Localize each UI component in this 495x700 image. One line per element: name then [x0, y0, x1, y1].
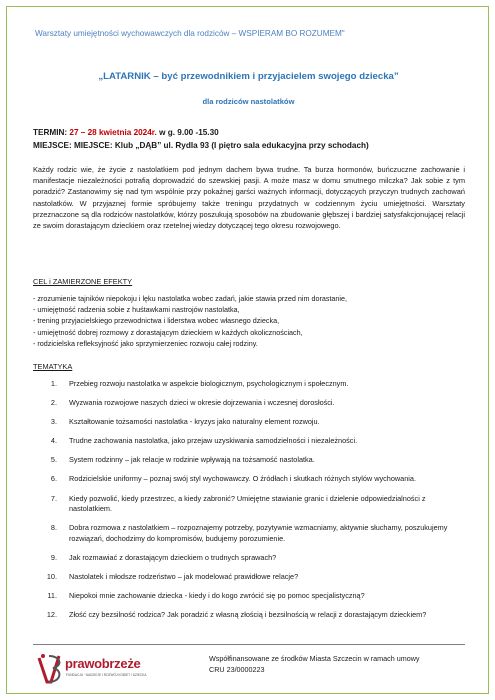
term-line: [33, 128, 219, 137]
topics-heading: TEMATYKA: [33, 362, 73, 371]
footer-divider: [33, 644, 465, 645]
term-hours: w g. 9.00 -15.30: [156, 128, 219, 137]
term-dates: 27 – 28 kwietnia 2024r.: [69, 128, 157, 137]
topic-item: [33, 379, 465, 390]
document-subtitle: dla rodziców nastolatków: [202, 97, 295, 106]
topic-item: [33, 474, 465, 485]
funding-note: [209, 653, 420, 675]
topic-item: [33, 455, 465, 466]
document-page: [6, 6, 489, 694]
intro-paragraph: Każdy rodzic wie, że życie z nastolatkiem pod jednym dachem bywa trudne. Ta burza hormonów, buńczuczne zachowanie i manifestacje niezależności potrafią doprowadzić do szewskiej pasji. A może masz w domu smutnego milczka? Jak sobie z tym poradzić? Zastanowimy się nad tym wspólnie przy pokaźnej garści ważnych informacji, dotyczących przyczyn trudnych zachowań nastolatków. W przyjaznej formie spróbujemy także treningu przydatnych w codziennym życiu umiejętności. Warsztaty przeznaczone są dla rodziców nastolatków, którzy poszukują sposobów na zbudowanie głębszej i bardziej satysfakcjonującej relacji ze swoim dorastającym dzieckiem oraz rzetelnej wiedzy dotyczącej tego okresu rozwojowego.: [33, 165, 465, 231]
topic-text: Nastolatek i młodsze rodzeństwo – jak modelować prawidłowe relacje?: [69, 572, 299, 582]
topic-number: 9.: [50, 552, 57, 562]
topic-text: Złość czy bezsilność rodzica? Jak poradzić z własną złością i bezsilnością w relacji z dorastającym dzieckiem?: [69, 610, 427, 620]
topic-item: [33, 610, 465, 621]
goal-item: - trening przyjacielskiego przewodnictwa i liderstwa wobec własnego dziecka,: [33, 316, 280, 326]
topic-text: Jak rozmawiać z dorastającym dzieckiem o trudnych sprawach?: [69, 552, 277, 562]
topic-number: 8.: [50, 523, 57, 533]
goals-heading: CEL i ZAMIERZONE EFEKTY: [33, 277, 133, 286]
funding-line-1: Współfinansowane ze środków Miasta Szczecin w ramach umowy: [209, 654, 420, 663]
topic-item: [33, 553, 465, 564]
topic-number: 4.: [50, 436, 57, 446]
topic-text: Trudne zachowania nastolatka, jako przejaw uzyskiwania samodzielności i niezależności.: [69, 436, 358, 446]
topic-number: 7.: [50, 493, 57, 503]
topic-number: 12.: [46, 610, 57, 620]
topic-number: 6.: [50, 474, 57, 484]
topic-text: Niepokoi mnie zachowanie dziecka - kiedy i do kogo zwrócić się po pomoc specjalistyczną?: [69, 591, 365, 601]
goal-item: - umiejętność dobrej rozmowy z dorastającym dzieckiem w każdych okolicznościach,: [33, 327, 303, 337]
funding-line-2: CRU 23/0000223: [209, 665, 265, 674]
goal-item: - zrozumienie tajników niepokoju i lęku nastolatka wobec zadań, jakie stawia przed nim dorastanie,: [33, 294, 348, 303]
topic-item: [33, 591, 465, 602]
topic-text: Kiedy pozwolić, kiedy przestrzec, a kiedy zabronić? Umiejętne stawianie granic i dzielenie odpowiedzialności z nastolatkiem.: [69, 493, 426, 514]
topic-number: 11.: [47, 591, 57, 601]
header-line: Warsztaty umiejętności wychowawczych dla rodziców – WSPIERAM BO ROZUMEM": [35, 29, 345, 38]
topic-number: 1.: [50, 379, 57, 388]
prawobrzeze-logo: [35, 652, 155, 690]
topic-text: Rodzicielskie uniformy – poznaj swój styl wychowawczy. O źródłach i skutkach różnych stylów wychowania.: [69, 474, 417, 484]
topic-text: Dobra rozmowa z nastolatkiem – rozpoznajemy potrzeby, pozytywnie wzmacniamy, aktywnie słuchamy, poszukujemy rozwiązań, dochodzimy do kompromisów, budujemy porozumienie.: [69, 523, 448, 543]
topic-item: [33, 398, 465, 409]
topic-text: Przebieg rozwoju nastolatka w aspekcie biologicznym, psychologicznym i społecznym.: [69, 379, 349, 388]
topics-list: [33, 379, 465, 621]
topic-text: System rodzinny – jak relacje w rodzinie wpływają na tożsamość nastolatka.: [69, 455, 315, 465]
term-label: TERMIN:: [33, 128, 70, 137]
topic-item: [33, 436, 465, 447]
topic-item: [33, 572, 465, 583]
place-line: MIEJSCE: MIEJSCE: Klub „DĄB” ul. Rydla 93 (I piętro sala edukacyjna przy schodach): [33, 141, 369, 150]
topic-item: [33, 494, 465, 515]
logo-subtitle: FUNDACJA · NADZIEJE I ROZWÓJ KOBIET I DZIECKA: [66, 673, 147, 677]
document-title: „LATARNIK – być przewodnikiem i przyjacielem swojego dziecka”: [98, 71, 399, 82]
logo-name: prawobrzeże: [65, 656, 141, 671]
topic-item: [33, 523, 465, 544]
logo-mark-icon: [35, 652, 65, 688]
goal-item: - umiejętność radzenia sobie z huśtawkami nastrojów nastolatka,: [33, 305, 240, 315]
topic-text: Kształtowanie tożsamości nastolatka - kryzys jako naturalny element rozwoju.: [69, 417, 320, 427]
topic-item: [33, 417, 465, 428]
topic-number: 5.: [50, 455, 57, 465]
topic-number: 10.: [46, 572, 57, 582]
topic-number: 3.: [50, 417, 57, 427]
goals-list: [33, 293, 473, 349]
topic-number: 2.: [50, 398, 57, 408]
goal-item: - rodzicielska refleksyjność jako sprzymierzeniec rozwoju całej rodziny.: [33, 338, 258, 348]
topic-text: Wyzwania rozwojowe naszych dzieci w okresie dojrzewania i wczesnej dorosłości.: [69, 398, 335, 408]
